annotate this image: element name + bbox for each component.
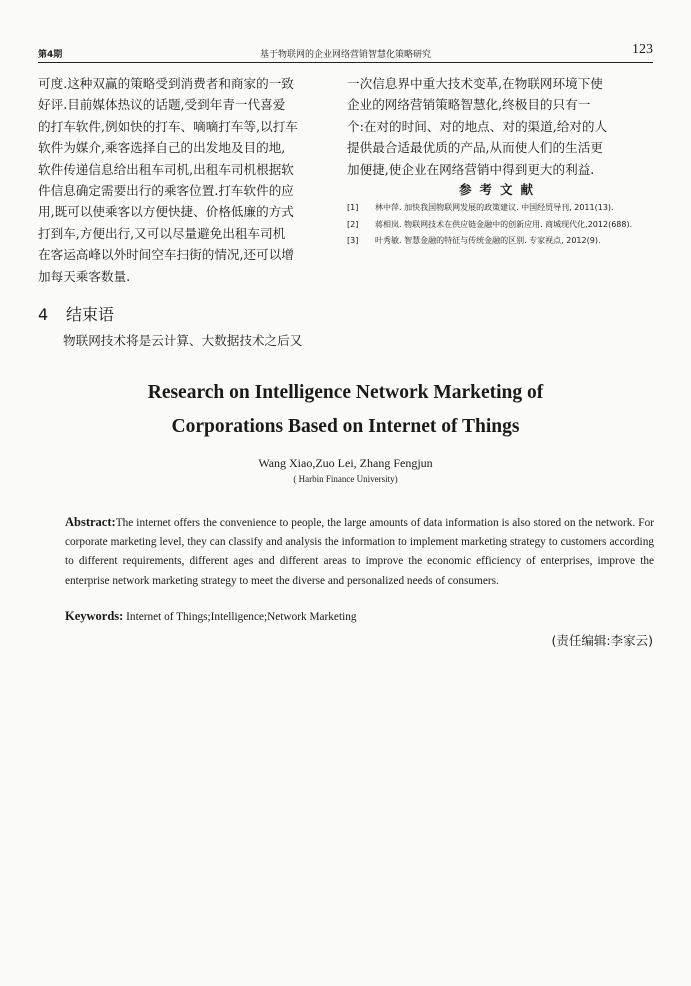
english-title-line-2: Corporations Based on Internet of Things [171,416,520,437]
issue-number: 第4期 [38,50,63,60]
keywords [65,609,654,624]
body-line: 企业的网络营销策略智慧化,终极目的只有一 [347,97,591,113]
english-title-line-1: Research on Intelligence Network Marketing of [147,382,544,403]
body-line: 提供最合适最优质的产品,从而使人们的生活更 [347,140,603,156]
keywords-text: Internet of Things;Intelligence;Network Marketing [123,611,357,623]
reference-text: 林中萍. 加快我国物联网发展的政策建议. 中国经贸导刊, 2011(13). [375,203,614,213]
english-title [0,376,691,444]
body-line: 一次信息界中重大技术变革,在物联网环境下使 [347,76,603,91]
body-line: 好评.目前媒体热议的话题,受到年青一代喜爱 [38,97,286,113]
left-column [38,73,321,351]
reference-text: 蒋相岚. 物联网技术在供应链金融中的创新应用. 商城现代化,2012(688). [375,219,633,229]
references-title: 参考文献 [458,182,541,198]
body-line: 用,既可以使乘客以方便快捷、价格低廉的方式 [38,204,294,220]
abstract-text: The internet offers the convenience to people, the large amounts of data information is also stored on the network. For corporate marketing level, they can classify and analysis the information to implement marketing strategy to customers according to different requirements, different ages and different areas to improve the economic efficiency of enterprises, improve the enterprise network marketing strategy to meet the diverse and personalized needs of consumers. [65,517,654,587]
body-line: 软件传递信息给出租车司机,出租车司机根据软 [38,161,294,177]
body-line: 加每天乘客数量. [38,268,131,284]
reference-text: 叶秀敏. 智慧金融的特征与传统金融的区别. 专家视点, 2012(9). [375,236,601,246]
body-line: 个:在对的时间、对的地点、对的渠道,给对的人 [347,118,608,134]
right-column [347,73,653,252]
body-line: 的打车软件,例如快的打车、嘀嘀打车等,以打车 [38,118,298,134]
page-number: 123 [632,42,653,57]
body-line: 在客运高峰以外时间空车扫街的情况,还可以增 [38,247,294,263]
running-header [38,40,653,63]
reference-number: [1] [347,203,359,213]
affiliation: ( Harbin Finance University) [293,474,398,484]
editor-note: (责任编辑:李家云) [551,633,653,648]
section-text: 物联网技术将是云计算、大数据技术之后又 [63,333,303,349]
body-line: 可度.这种双赢的策略受到消费者和商家的一致 [38,76,294,91]
body-line: 软件为媒介,乘客选择自己的出发地及目的地, [38,140,286,156]
running-title: 基于物联网的企业网络营销智慧化策略研究 [259,50,431,60]
reference-list [347,202,653,248]
reference-item [347,235,653,248]
keywords-label: Keywords: [65,609,124,623]
body-line: 加便捷,使企业在网络营销中得到更大的利益. [347,161,595,177]
reference-item [347,219,653,232]
body-line: 打到车,方便出行,又可以尽量避免出租车司机 [38,225,286,241]
abstract-label: Abstract: [65,515,116,529]
section-title: 结束语 [66,305,115,325]
reference-number: [3] [347,236,359,246]
reference-item [347,202,653,215]
reference-number: [2] [347,219,359,229]
abstract [65,513,654,591]
body-line: 件信息确定需要出行的乘客位置.打车软件的应 [38,183,294,199]
authors: Wang Xiao,Zuo Lei, Zhang Fengjun [258,456,433,470]
section-number: 4 [38,305,49,325]
section-heading [38,300,321,330]
